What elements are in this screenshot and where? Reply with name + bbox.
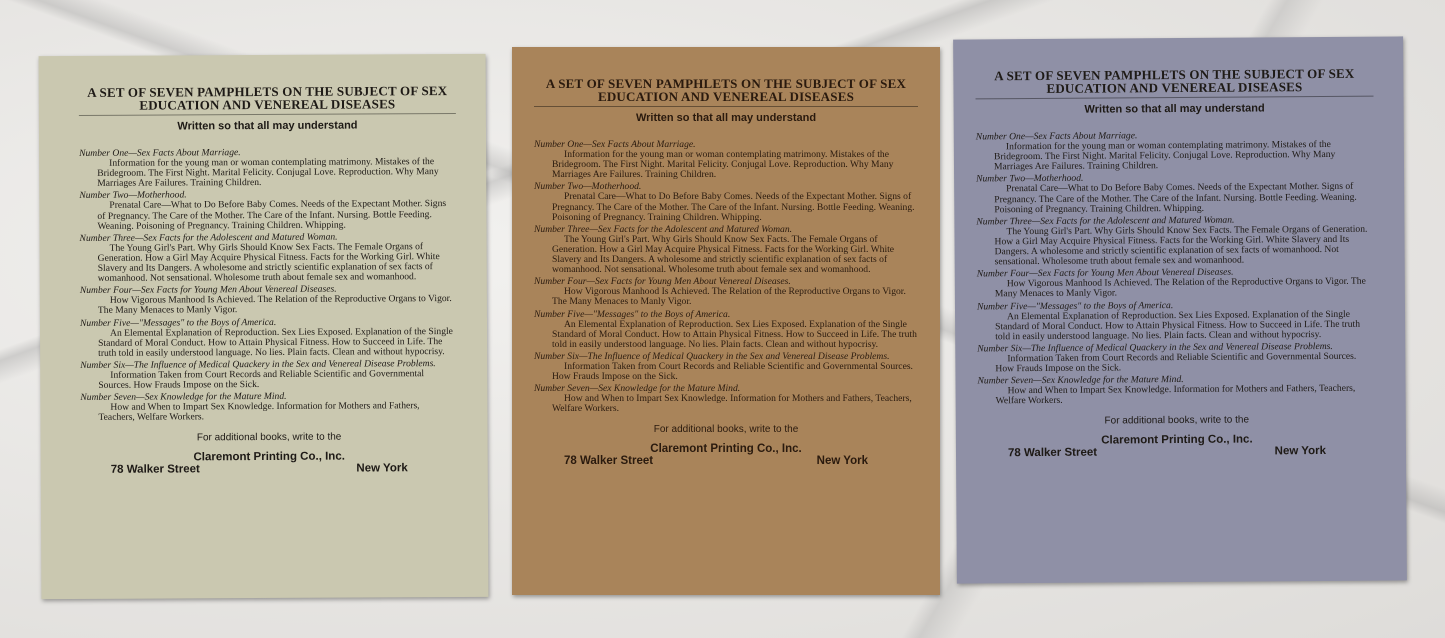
list-item	[976, 172, 1374, 215]
item-heading: Number Five—"Messages" to the Boys of America.	[976, 299, 1174, 312]
item-heading: Number Five—"Messages" to the Boys of America.	[79, 316, 277, 329]
item-heading: Number Two—Motherhood.	[976, 173, 1084, 185]
item-description: An Elemental Explanation of Reproduction. Sex Lies Exposed. Explanation of the Single Standard of Moral Conduct. How to Attain Physical Fitness. How to Succeed in Life. The truth told in easily understood language. No lies. Plain facts. Clean and without hypocrisy.	[552, 318, 917, 350]
list-item	[534, 310, 918, 350]
item-heading: Number Three—Sex Facts for the Adolescent and Matured Woman.	[79, 231, 338, 244]
item-heading: Number One—Sex Facts About Marriage.	[534, 139, 696, 150]
item-description: Prenatal Care—What to Do Before Baby Comes. Needs of the Expectant Mother. Signs of Pregnancy. The Care of the Mother. The Care of the Infant. Nursing. Bottle Feeding. Weaning. Poisoning of Pregnancy. Training Children. Whipping.	[994, 181, 1357, 215]
publisher-address	[978, 445, 1376, 460]
item-heading: Number Four—Sex Facts for Young Men About Venereal Diseases.	[79, 283, 337, 297]
pamphlet-footer	[978, 414, 1376, 460]
pamphlet-title: A SET OF SEVEN PAMPHLETS ON THE SUBJECT OF SEX EDUCATION AND VENEREAL DISEASES	[975, 67, 1373, 100]
list-item	[977, 267, 1375, 300]
item-description: Information Taken from Court Records and Reliable Scientific and Governmental Sources. How Frauds Impose on the Sick.	[552, 360, 913, 383]
publisher-name: Claremont Printing Co., Inc.	[1101, 433, 1253, 447]
item-heading: Number Four—Sex Facts for Young Men About Venereal Diseases.	[976, 266, 1234, 280]
item-heading: Number Seven—Sex Knowledge for the Mature Mind.	[977, 374, 1184, 387]
pamphlet-cover	[512, 47, 940, 595]
footer-note: For additional books, write to the	[196, 432, 342, 444]
pamphlet-cover	[953, 36, 1407, 583]
item-description: Prenatal Care—What to Do Before Baby Comes. Needs of the Expectant Mother. Signs of Pregnancy. The Care of the Mother. The Care of the Infant. Nursing. Bottle Feeding. Weaning. Poisoning of Pregnancy. Training Children. Whipping.	[97, 198, 447, 232]
item-heading: Number Six—The Influence of Medical Quackery in the Sex and Venereal Disease Problems.	[80, 357, 436, 371]
item-description: The Young Girl's Part. Why Girls Should Know Sex Facts. The Female Organs of Generation. How a Girl May Acquire Physical Fitness. Facts for the Working Girl. White Slavery and Its Dangers. A wholesome and strictly scientific explanation of sex facts of womanhood. Not sensational. Wholesome truth about female sex and womanhood.	[552, 233, 895, 276]
item-heading: Number Seven—Sex Knowledge for the Mature Mind.	[534, 383, 741, 395]
list-item	[534, 140, 918, 180]
item-heading: Number One—Sex Facts About Marriage.	[79, 147, 241, 159]
item-heading: Number Three—Sex Facts for the Adolescent and Matured Woman.	[976, 214, 1235, 228]
publisher-name: Claremont Printing Co., Inc.	[193, 451, 345, 464]
list-item	[80, 391, 457, 423]
list-item	[80, 284, 457, 316]
item-description: How Vigorous Manhood Is Achieved. The Relation of the Reproductive Organs to Vigor. The Many Menaces to Manly Vigor.	[994, 276, 1366, 300]
list-item	[80, 316, 457, 358]
item-description: An Elemental Explanation of Reproduction. Sex Lies Exposed. Explanation of the Single Standard of Moral Conduct. How to Attain Physical Fitness. How to Succeed in Life. The truth told in easily understood language. No lies. Plain facts. Clean and without hypocrisy.	[98, 325, 453, 359]
item-heading: Number Six—The Influence of Medical Quackery in the Sex and Venereal Disease Problems.	[534, 350, 890, 362]
item-description: How Vigorous Manhood Is Achieved. The Relation of the Reproductive Organs to Vigor. The Many Menaces to Manly Vigor.	[552, 286, 906, 308]
list-item	[534, 225, 918, 275]
footer-note: For additional books, write to the	[1104, 414, 1250, 427]
pamphlet-cover	[39, 54, 489, 599]
item-description: Information for the young man or woman contemplating matrimony. Mistakes of the Bridegroom. The First Night. Marital Felicity. Conjugal Love. Reproduction. Why Many Marriages Are Failures. Training Children.	[993, 139, 1336, 173]
pamphlet-subtitle: Written so that all may understand	[635, 112, 817, 124]
publisher-city: New York	[356, 462, 408, 475]
pamphlet-subtitle: Written so that all may understand	[1084, 102, 1265, 116]
publisher-name: Claremont Printing Co., Inc.	[650, 443, 802, 456]
publisher-city: New York	[1274, 445, 1327, 458]
item-heading: Number Five—"Messages" to the Boys of America.	[534, 308, 731, 320]
list-item	[79, 189, 456, 231]
list-item	[534, 352, 918, 382]
item-description: Information for the young man or woman contemplating matrimony. Mistakes of the Bridegroom. The First Night. Marital Felicity. Conjugal Love. Reproduction. Why Many Marriages Are Failures. Training Children.	[97, 156, 439, 190]
list-item	[534, 384, 918, 414]
publisher-city: New York	[816, 455, 868, 468]
item-heading: Number Four—Sex Facts for Young Men About Venereal Diseases.	[534, 276, 791, 288]
list-item	[976, 214, 1374, 267]
item-heading: Number Three—Sex Facts for the Adolescent and Matured Woman.	[534, 223, 793, 235]
footer-note: For additional books, write to the	[653, 424, 799, 436]
list-item	[977, 374, 1375, 407]
publisher-street: 78 Walker Street	[564, 455, 654, 468]
pamphlet-title: A SET OF SEVEN PAMPHLETS ON THE SUBJECT OF SEX EDUCATION AND VENEREAL DISEASES	[79, 84, 456, 116]
item-heading: Number Seven—Sex Knowledge for the Mature Mind.	[80, 391, 287, 404]
item-heading: Number Six—The Influence of Medical Quackery in the Sex and Venereal Disease Problems.	[977, 340, 1333, 355]
item-description: How and When to Impart Sex Knowledge. Information for Mothers and Fathers, Teachers, Welfare Workers.	[552, 393, 912, 415]
item-description: An Elemental Explanation of Reproduction. Sex Lies Exposed. Explanation of the Single Standard of Moral Conduct. How to Attain Physical Fitness. How to Succeed in Life. The truth told in easily understood language. No lies. Plain facts. Clean and without hypocrisy.	[995, 308, 1361, 343]
pamphlet-list	[534, 140, 918, 414]
publisher-street: 78 Walker Street	[110, 463, 200, 477]
item-description: Information Taken from Court Records and Reliable Scientific and Governmental Sources. How Frauds Impose on the Sick.	[995, 350, 1357, 375]
list-item	[977, 342, 1375, 375]
item-heading: Number Two—Motherhood.	[79, 189, 187, 202]
list-item	[80, 359, 457, 391]
pamphlet-footer	[81, 431, 458, 476]
pamphlet-title: A SET OF SEVEN PAMPHLETS ON THE SUBJECT OF SEX EDUCATION AND VENEREAL DISEASES	[534, 77, 918, 107]
item-description: Information Taken from Court Records and Reliable Scientific and Governmental Sources. How Frauds Impose on the Sick.	[98, 368, 425, 391]
item-heading: Number Two—Motherhood.	[534, 181, 642, 193]
item-description: The Young Girl's Part. Why Girls Should Know Sex Facts. The Female Organs of Generation. How a Girl May Acquire Physical Fitness. Facts for the Working Girl. White Slavery and Its Dangers. A wholesome and strictly scientific explanation of sex facts of womanhood. Not sensational. Wholesome truth about female sex and womanhood.	[994, 223, 1368, 268]
pamphlet-list	[79, 147, 457, 423]
list-item	[79, 147, 456, 189]
list-item	[534, 182, 918, 222]
item-description: The Young Girl's Part. Why Girls Should Know Sex Facts. The Female Organs of Generation. How a Girl May Acquire Physical Fitness. Facts for the Working Girl. White Slavery and Its Dangers. A wholesome and strictly scientific explanation of sex facts of womanhood. Not sensational. Wholesome truth about female sex and womanhood.	[97, 241, 440, 284]
list-item	[534, 277, 918, 307]
list-item	[976, 130, 1374, 173]
item-description: How and When to Impart Sex Knowledge. Information for Mothers and Fathers, Teachers, Welfare Workers.	[995, 383, 1356, 407]
item-description: How Vigorous Manhood Is Achieved. The Relation of the Reproductive Organs to Vigor. The Many Menaces to Manly Vigor.	[97, 293, 452, 317]
publisher-address	[534, 455, 918, 467]
list-item	[80, 232, 457, 284]
item-description: How and When to Impart Sex Knowledge. Information for Mothers and Fathers, Teachers, Welfare Workers.	[98, 400, 420, 424]
pamphlet-subtitle: Written so that all may understand	[177, 119, 358, 133]
item-heading: Number One—Sex Facts About Marriage.	[975, 130, 1138, 143]
pamphlet-footer	[534, 424, 918, 467]
publisher-street: 78 Walker Street	[1007, 447, 1098, 460]
publisher-address	[81, 462, 458, 476]
list-item	[977, 299, 1375, 342]
item-description: Prenatal Care—What to Do Before Baby Comes. Needs of the Expectant Mother. Signs of Pregnancy. The Care of the Mother. The Care of the Infant. Nursing. Bottle Feeding. Weaning. Poisoning of Pregnancy. Training Children. Whipping.	[552, 191, 915, 223]
item-description: Information for the young man or woman contemplating matrimony. Mistakes of the Bridegroom. The First Night. Marital Felicity. Conjugal Love. Reproduction. Why Many Marriages Are Failures. Training Children.	[552, 149, 894, 181]
pamphlet-list	[976, 130, 1376, 407]
